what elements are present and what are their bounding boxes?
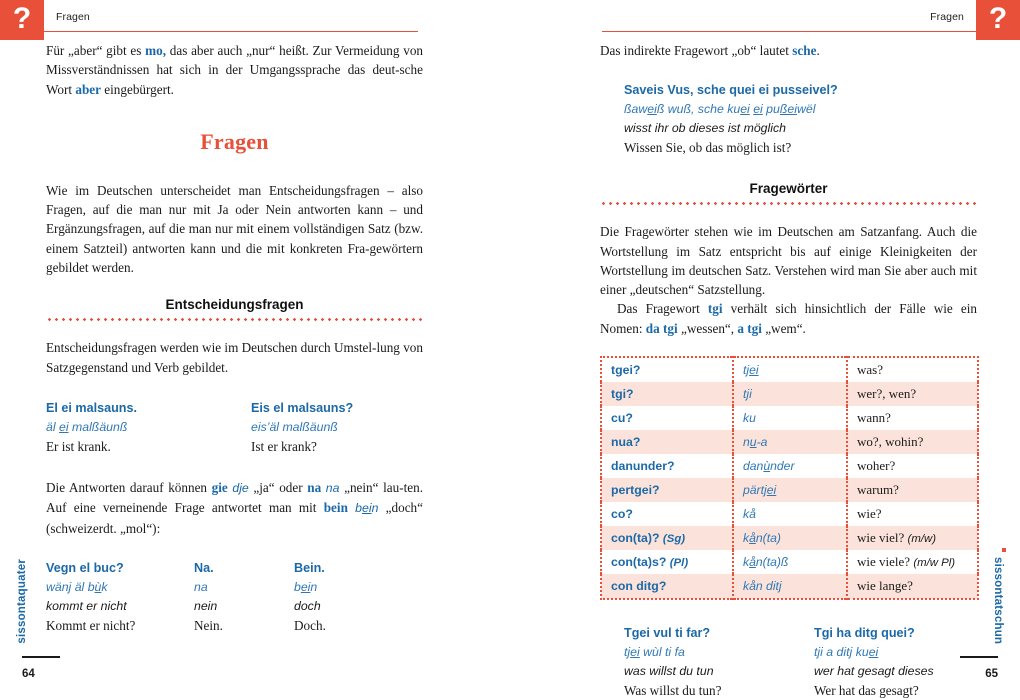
table-row (601, 502, 978, 526)
left-text-column (46, 41, 423, 635)
ph-seg-5: wël (796, 102, 816, 117)
chapter-tab-right (976, 0, 1020, 40)
example-na (194, 559, 294, 635)
cell-romansh (601, 502, 733, 526)
romansh-word: danunder? (611, 459, 675, 474)
table-row (601, 574, 978, 599)
example-bein (294, 559, 326, 635)
ph-stress-2: ei (740, 102, 750, 117)
ind-part-1: Das indirekte Fragewort „ob“ lautet (600, 43, 793, 58)
keyword-aber: aber (75, 81, 101, 97)
example-german: Kommt er nicht? (46, 617, 136, 633)
ph-stress: ei (59, 419, 69, 434)
phonetic (743, 387, 752, 401)
question-words-table-body (601, 357, 978, 599)
intro-part-2: das aber auch „nur“ heißt. Zur Vermeidung von Missverständnissen hat sich in der Umgangssprache das deut-sche Wort (46, 43, 424, 97)
keyword-tgi: tgi (707, 301, 723, 317)
ph-stress-3: ei (753, 102, 763, 117)
romansh-word: pertgei? (611, 483, 660, 498)
ans-part-2: „ja“ oder (248, 479, 308, 495)
table-row (601, 406, 978, 430)
german-word: was? (857, 362, 883, 378)
side-index-tab-left: sissontaquater (16, 559, 28, 644)
side-index-tab-right: sissontatschun (992, 556, 1004, 644)
paragraph-tgi-faelle (600, 299, 977, 338)
cell-phonetic (733, 574, 847, 599)
subheading-fragewoerter: Fragewörter (749, 181, 828, 197)
ph-seg-b: malßäunß (68, 419, 128, 434)
german-word: wie? (857, 506, 882, 522)
cell-phonetic (733, 430, 847, 454)
chapter-tab-left (0, 0, 44, 40)
ans-part-3: „nein“ lau-ten. Auf eine verneinende Frage antwortet man mit (46, 479, 424, 516)
ph-seg-a: wänj äl b (46, 579, 95, 594)
ph-stress: ù (763, 459, 771, 474)
example-pair-1 (46, 399, 423, 456)
paragraph-antworten (46, 478, 423, 538)
ph-seg-b: wùl ti fa (639, 645, 685, 660)
gender-note: (m/w Pl) (913, 557, 956, 570)
keyword-sche: sche (792, 43, 817, 58)
cell-phonetic (733, 406, 847, 430)
cell-german (847, 430, 978, 454)
german-base: wie viel? (857, 530, 905, 546)
example-phonetic (46, 418, 251, 437)
table-row (601, 454, 978, 478)
ans-part-4: „doch“ (schweizerdt. „mol“): (46, 500, 424, 536)
german-word: wo?, wohin? (857, 434, 924, 450)
example-romansh: Tgi ha ditg quei? (814, 626, 915, 641)
right-text-column (600, 41, 977, 700)
cell-romansh (601, 574, 733, 599)
example-literal: wer hat gesagt dieses (814, 664, 934, 679)
ph-seg-a: pärtj (743, 483, 767, 498)
cell-phonetic (733, 357, 847, 382)
romansh-word: co? (611, 507, 633, 522)
table-row (601, 550, 978, 574)
german-word: wer?, wen? (857, 386, 917, 402)
german-word (857, 554, 955, 569)
example-german: Ist er krank? (251, 438, 317, 454)
example-literal: kommt er nicht (46, 598, 127, 613)
romansh-word: nua? (611, 435, 641, 450)
ph-seg-a: kån ditj (743, 579, 782, 594)
cell-phonetic (733, 478, 847, 502)
ph-stress: ei (300, 579, 311, 594)
german-word: wie lange? (857, 578, 913, 594)
header-rule-left (44, 31, 418, 32)
paragraph-fragewoerter: Die Fragewörter stehen wie im Deutschen am Satzanfang. Auch die Wortstellung im Satz entspricht bis auf einige Kleinigkeiten der Wortstellung im deutschen Satz. Verstehen wird man Sie aber auch mit einer „deutschen“ Satzstellung. (600, 224, 977, 298)
cell-romansh (601, 357, 733, 382)
page-number-right: 65 (985, 668, 998, 680)
example-german: Er ist krank. (46, 438, 111, 454)
ph-stress: ei (362, 501, 372, 516)
dotted-rule-left (46, 318, 423, 321)
phonetic-dje: dje (232, 480, 249, 495)
cell-german (847, 478, 978, 502)
ph-seg-a: tji a ditj ku (814, 645, 869, 660)
example-romansh: Na. (194, 560, 214, 575)
cell-german (847, 550, 978, 574)
subheading-entscheidungsfragen: Entscheidungsfragen (165, 297, 304, 313)
example-phonetic (624, 643, 814, 662)
ph-seg-4: pu (762, 102, 780, 117)
example-literal: nein (194, 598, 218, 613)
ph-seg-a: ku (743, 411, 756, 426)
intro-paragraph (46, 41, 423, 99)
ph-stress-4: ßei (779, 102, 797, 117)
ph-stress: ei (749, 363, 759, 378)
section-title-fragen: Fragen (200, 128, 269, 154)
german-word (857, 530, 936, 545)
keyword-da-tgi: da tgi (645, 320, 678, 336)
table-row (601, 382, 978, 406)
phonetic (743, 555, 788, 569)
cell-german (847, 526, 978, 550)
ph-seg-a: dan (743, 459, 764, 474)
example-romansh: Saveis Vus, sche quei ei pusseivel? (624, 83, 838, 98)
cell-german (847, 357, 978, 382)
german-word: warum? (857, 482, 899, 498)
example-saveis-vus (624, 81, 977, 157)
example-vegn-el-buc (46, 559, 194, 635)
ph-seg-a: kå (743, 507, 756, 522)
cell-romansh (601, 454, 733, 478)
tgi-part-1: Das Fragewort (617, 301, 708, 317)
folio-rule-left (22, 656, 60, 658)
ph-seg-b: n (310, 579, 318, 594)
table-row (601, 526, 978, 550)
example-german: Wissen Sie, ob das möglich ist? (624, 140, 792, 156)
ph-seg-b: k (101, 579, 108, 594)
keyword-mo: mo, (145, 43, 167, 58)
ph-stress: ei (868, 645, 879, 660)
ph-seg-a: tj (624, 645, 631, 660)
ph-seg-a: tj (743, 363, 750, 378)
cell-german (847, 454, 978, 478)
ph-stress: ei (630, 645, 640, 660)
paragraph-indirekte-fragewort (600, 41, 977, 60)
example-literal: doch (294, 598, 321, 613)
example-german: Was willst du tun? (624, 683, 722, 699)
romansh-word: tgei? (611, 363, 641, 378)
german-base: wie viele? (857, 554, 911, 570)
ph-seg-a: b (355, 501, 362, 516)
phonetic-bein (355, 501, 378, 515)
cell-german (847, 574, 978, 599)
paragraph-entscheidungsfragen: Entscheidungsfragen werden wie im Deutschen durch Umstel-lung von Satzgegenstand und Verb gebildet. (46, 340, 423, 375)
ph-stress: ù (94, 579, 102, 594)
example-el-ei-malsauns (46, 399, 251, 456)
ph-seg-a: tji (743, 387, 752, 402)
phonetic (743, 579, 782, 593)
ph-seg-a: b (294, 579, 301, 594)
ans-part-1: Die Antworten darauf können (46, 479, 212, 495)
phonetic (743, 459, 795, 473)
tgi-part-4: „wem“. (761, 320, 806, 336)
cell-romansh (601, 526, 733, 550)
tgi-part-2: verhält sich hinsichtlich der Fälle wie ein Nomen: (600, 301, 977, 336)
cell-phonetic (733, 454, 847, 478)
ph-stress: å (749, 555, 756, 570)
left-page (0, 0, 510, 696)
german-word: woher? (857, 458, 896, 474)
dotted-rule-right (600, 202, 977, 205)
example-phonetic (294, 578, 326, 597)
example-romansh: Vegn el buc? (46, 560, 124, 575)
romansh-word: cu? (611, 411, 633, 426)
cell-romansh (601, 406, 733, 430)
table-row (601, 478, 978, 502)
romansh-word: tgi? (611, 387, 634, 402)
running-head-left: Fragen (56, 11, 90, 23)
example-german: Nein. (194, 617, 223, 633)
romansh-word: con ditg? (611, 579, 667, 594)
example-pair-2 (624, 624, 977, 700)
example-romansh: El ei malsauns. (46, 400, 137, 415)
ph-seg-1: ßaw (624, 102, 648, 117)
german-word: wann? (857, 410, 891, 426)
running-head-right: Fragen (930, 11, 964, 23)
example-romansh: Eis el malsauns? (251, 400, 354, 415)
gender-note: (m/w) (907, 533, 937, 546)
example-literal: wisst ihr ob dieses ist möglich (624, 121, 786, 136)
example-phonetic: na (194, 579, 208, 594)
right-page (510, 0, 1020, 699)
romansh-base: con(ta)s? (611, 555, 667, 570)
keyword-bein: bein (323, 500, 348, 516)
paragraph-question-types: Wie im Deutschen unterscheidet man Entscheidungsfragen – also Fragen, auf die man nur mit Ja oder Nein antworten kann – und Ergänzungsfragen, auf die man nur mit einem vollständigen Satz (bzw. einem Satzteil) antworten kann und die mit konkreten Fra-gewörtern gebildet werden. (46, 182, 423, 276)
example-literal: was willst du tun (624, 664, 714, 679)
table-row (601, 357, 978, 382)
example-phonetic (624, 100, 977, 119)
example-phonetic: eis’äl malßäunß (251, 419, 338, 434)
phonetic (743, 507, 756, 521)
ph-seg-a: n (743, 435, 750, 450)
question-mark-icon: ? (988, 2, 1008, 35)
ph-seg-b: n(ta)ß (755, 555, 789, 570)
cell-phonetic (733, 526, 847, 550)
keyword-na: na (307, 479, 322, 495)
ph-stress-1: ei (647, 102, 657, 117)
romansh-word (611, 555, 688, 569)
example-phonetic (46, 578, 194, 597)
example-tgei-vul-ti-far (624, 624, 814, 700)
ph-seg-b: -a (756, 435, 768, 450)
page-number-left: 64 (22, 668, 35, 680)
intro-part-1: Für „aber“ gibt es (46, 43, 146, 58)
ph-stress: u (749, 435, 757, 450)
example-romansh: Tgei vul ti far? (624, 626, 711, 641)
cell-phonetic (733, 550, 847, 574)
keyword-gie: gie (211, 479, 228, 495)
ph-seg-a: k (743, 531, 750, 546)
header-rule-right (602, 31, 976, 32)
cell-phonetic (733, 382, 847, 406)
cell-romansh (601, 382, 733, 406)
keyword-a-tgi: a tgi (737, 320, 762, 336)
romansh-word (611, 531, 685, 545)
ph-seg-b: n (371, 501, 379, 516)
cell-german (847, 502, 978, 526)
tgi-part-3: „wessen“, (677, 320, 738, 336)
cell-romansh (601, 550, 733, 574)
phonetic (743, 363, 759, 377)
question-words-table (600, 356, 979, 600)
ph-stress: å (749, 531, 756, 546)
question-mark-icon: ? (12, 2, 32, 35)
example-german: Doch. (294, 617, 326, 633)
phonetic (743, 483, 776, 497)
cell-german (847, 382, 978, 406)
ph-seg-a: äl (46, 419, 59, 434)
table-row (601, 430, 978, 454)
number-note: (Sg) (662, 533, 686, 546)
ind-part-2: . (816, 43, 820, 58)
ph-seg-a: k (743, 555, 750, 570)
cell-romansh (601, 478, 733, 502)
romansh-base: con(ta)? (611, 531, 660, 546)
example-phonetic (814, 643, 934, 662)
phonetic (743, 411, 756, 425)
example-eis-el-malsauns (251, 399, 353, 456)
ph-stress: ei (766, 483, 777, 498)
cell-phonetic (733, 502, 847, 526)
cell-german (847, 406, 978, 430)
folio-rule-right (960, 656, 998, 658)
phonetic-na: na (325, 480, 340, 495)
example-triplet (46, 559, 423, 635)
example-romansh: Bein. (294, 560, 325, 575)
tab-tick-marker (1002, 548, 1006, 552)
ph-seg-2: ß wuß, sche ku (656, 102, 741, 117)
ph-seg-b: nder (770, 459, 795, 474)
example-tgi-ha-ditg-quei (814, 624, 934, 700)
ph-seg-b: n(ta) (755, 531, 781, 546)
intro-part-3: eingebürgert. (100, 81, 174, 97)
number-note: (Pl) (669, 557, 689, 570)
example-german: Wer hat das gesagt? (814, 683, 919, 699)
phonetic (743, 531, 781, 545)
cell-romansh (601, 430, 733, 454)
phonetic (743, 435, 767, 449)
